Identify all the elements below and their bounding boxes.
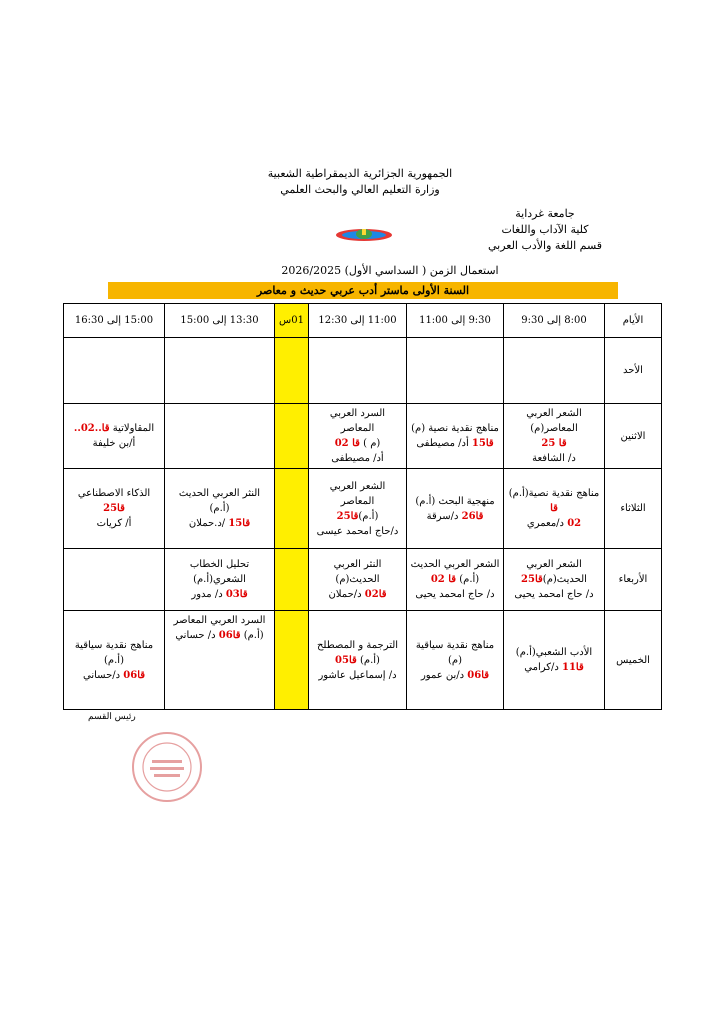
teacher-name: د/معمري <box>526 518 568 529</box>
teacher-name: أد/ مصيطفى <box>416 438 472 449</box>
room-label: قا15 <box>471 438 494 449</box>
class-cell <box>64 404 165 469</box>
course-name: النثر العربي الحديث(م) <box>333 559 382 585</box>
header-republic: الجمهورية الجزائرية الديمقراطية الشعبية <box>267 167 453 180</box>
course-name: النثر العربي الحديث (أ.م) <box>178 488 261 514</box>
course-name: الترجمة و المصطلح <box>316 639 399 651</box>
course-type: (أ.م) <box>456 574 480 585</box>
header-slot-1: 8:00 إلى 9:30 <box>504 304 605 338</box>
class-cell <box>504 549 605 611</box>
header-slot-5: 15:00 إلى 16:30 <box>64 304 165 338</box>
room-label: قا06 <box>123 669 146 681</box>
course-name: الأدب الشعبي(أ.م) <box>515 647 593 658</box>
room-label: قا26 <box>461 510 484 522</box>
room-label: قا 25 <box>541 438 567 449</box>
room-label: قا03 <box>225 589 248 600</box>
class-cell <box>407 611 504 710</box>
room-label: قا05 <box>335 654 357 666</box>
class-cell <box>407 404 504 469</box>
timetable <box>63 303 662 710</box>
teacher-name: أ/ كريات <box>96 518 132 529</box>
class-cell <box>407 469 504 549</box>
header-break: 01س <box>275 304 309 338</box>
room-label: قا25 <box>521 574 543 585</box>
teacher-name: د/ الشافعة <box>532 453 576 464</box>
course-type: الحديث(م) <box>542 574 587 585</box>
course-name: مناهج نقدية سياقية (م) <box>415 639 495 666</box>
class-cell <box>165 404 275 469</box>
department-head-signature: رئيس القسم <box>88 712 136 722</box>
room-label: قا25 <box>336 510 359 522</box>
room-label: قا..02.. <box>73 423 110 434</box>
class-cell <box>309 469 407 549</box>
teacher-name: /د.حملان <box>188 518 229 529</box>
day-cell: الثلاثاء <box>605 469 662 549</box>
class-cell <box>504 611 605 710</box>
class-cell <box>64 338 165 404</box>
course-type: (م ) <box>359 438 381 449</box>
class-cell <box>64 549 165 611</box>
class-cell <box>309 404 407 469</box>
table-row <box>64 549 662 611</box>
course-name: السرد العربي المعاصر <box>173 615 266 626</box>
teacher-name: د/ حاج امحمد يحيى <box>514 589 594 600</box>
break-cell <box>275 338 309 404</box>
table-row <box>64 404 662 469</box>
course-name: مناهج نقدية نصية (م) <box>411 423 499 434</box>
university-logo <box>334 226 394 242</box>
course-name: الشعر العربي المعاصر(م) <box>526 408 582 434</box>
teacher-name: د/سرقة <box>426 510 462 522</box>
room-label: قا06 <box>467 669 490 681</box>
course-name: الشعر العربي المعاصر <box>329 480 386 507</box>
teacher-name: د/بن عمور <box>420 669 468 681</box>
room-label: قا06 <box>218 630 241 641</box>
teacher-name: د/ مدور <box>191 589 226 600</box>
department-stamp <box>130 730 204 804</box>
class-cell <box>504 404 605 469</box>
teacher-name: أد/ مصيطفى <box>331 453 384 464</box>
break-cell <box>275 549 309 611</box>
room-label: قا15 <box>228 518 251 529</box>
course-type: الشعري(أ.م) <box>193 574 246 585</box>
class-cell <box>165 469 275 549</box>
teacher-name: د/كرامي <box>524 662 562 673</box>
course-name: السرد العربي المعاصر <box>329 408 386 434</box>
room-label: قا25 <box>103 503 125 514</box>
header-slot-4: 13:30 إلى 15:00 <box>165 304 275 338</box>
course-type: (أ.م) <box>358 510 379 522</box>
class-cell <box>407 338 504 404</box>
course-name: الذكاء الاصطناعي <box>77 488 151 499</box>
header-university: جامعة غرداية <box>515 207 575 220</box>
class-cell <box>309 338 407 404</box>
class-cell <box>504 469 605 549</box>
teacher-name: د/حساني <box>82 669 124 681</box>
header-ministry: وزارة التعليم العالي والبحث العلمي <box>280 183 440 196</box>
header-department: قسم اللغة والأدب العربي <box>487 239 603 252</box>
class-cell <box>309 549 407 611</box>
table-row <box>64 469 662 549</box>
header-slot-3: 11:00 إلى 12:30 <box>309 304 407 338</box>
header-days: الأيام <box>605 304 662 338</box>
header-national <box>250 166 470 198</box>
class-cell <box>64 611 165 710</box>
day-cell: الأربعاء <box>605 549 662 611</box>
table-row <box>64 338 662 404</box>
program-banner: السنة الأولى ماستر أدب عربي حديث و معاصر <box>108 282 618 299</box>
day-cell: الاثنين <box>605 404 662 469</box>
room-label: قا11 <box>562 662 584 673</box>
table-header-row <box>64 304 662 338</box>
course-name: تحليل الخطاب <box>189 559 250 570</box>
table-row <box>64 611 662 710</box>
teacher-name: د/حملان <box>328 589 365 600</box>
class-cell <box>407 549 504 611</box>
teacher-name: د/ إسماعيل عاشور <box>318 669 397 681</box>
course-name: الشعر العربي <box>526 559 582 570</box>
day-cell: الأحد <box>605 338 662 404</box>
class-cell <box>309 611 407 710</box>
header-faculty: كلية الآداب واللغات <box>501 223 589 236</box>
course-type: (أ.م) <box>356 654 380 666</box>
course-name: مناهج نقدية نصية(أ.م) <box>508 488 600 499</box>
teacher-name: د/ حاج امحمد يحيى <box>415 589 495 600</box>
header-slot-2: 9:30 إلى 11:00 <box>407 304 504 338</box>
class-cell <box>165 338 275 404</box>
room-label: قا <box>550 503 558 514</box>
class-cell <box>504 338 605 404</box>
room-label: قا 02 <box>334 438 360 449</box>
course-type: (أ.م) <box>104 654 124 666</box>
header-institution <box>470 206 620 254</box>
course-type: (أ.م) <box>240 630 264 641</box>
break-cell <box>275 611 309 710</box>
teacher-name: أ/بن خليفة <box>92 438 136 449</box>
teacher-name: د/ حساني <box>175 630 219 641</box>
class-cell <box>165 549 275 611</box>
course-name: منهجية البحث (أ.م) <box>415 495 495 507</box>
course-name: المقاولاتية <box>109 423 155 434</box>
course-name: مناهج نقدية سياقية <box>74 639 154 651</box>
teacher-name: د/حاج امحمد عيسى <box>316 525 399 537</box>
course-name: الشعر العربي الحديث <box>410 559 500 570</box>
schedule-subtitle: استعمال الزمن ( السداسي الأول) 2026/2025 <box>281 264 499 277</box>
room-number: 02 <box>567 518 582 529</box>
room-label: قا02 <box>364 589 387 600</box>
break-cell <box>275 404 309 469</box>
day-cell: الخميس <box>605 611 662 710</box>
class-cell <box>165 611 275 710</box>
class-cell <box>64 469 165 549</box>
room-label: قا 02 <box>430 574 457 585</box>
break-cell <box>275 469 309 549</box>
